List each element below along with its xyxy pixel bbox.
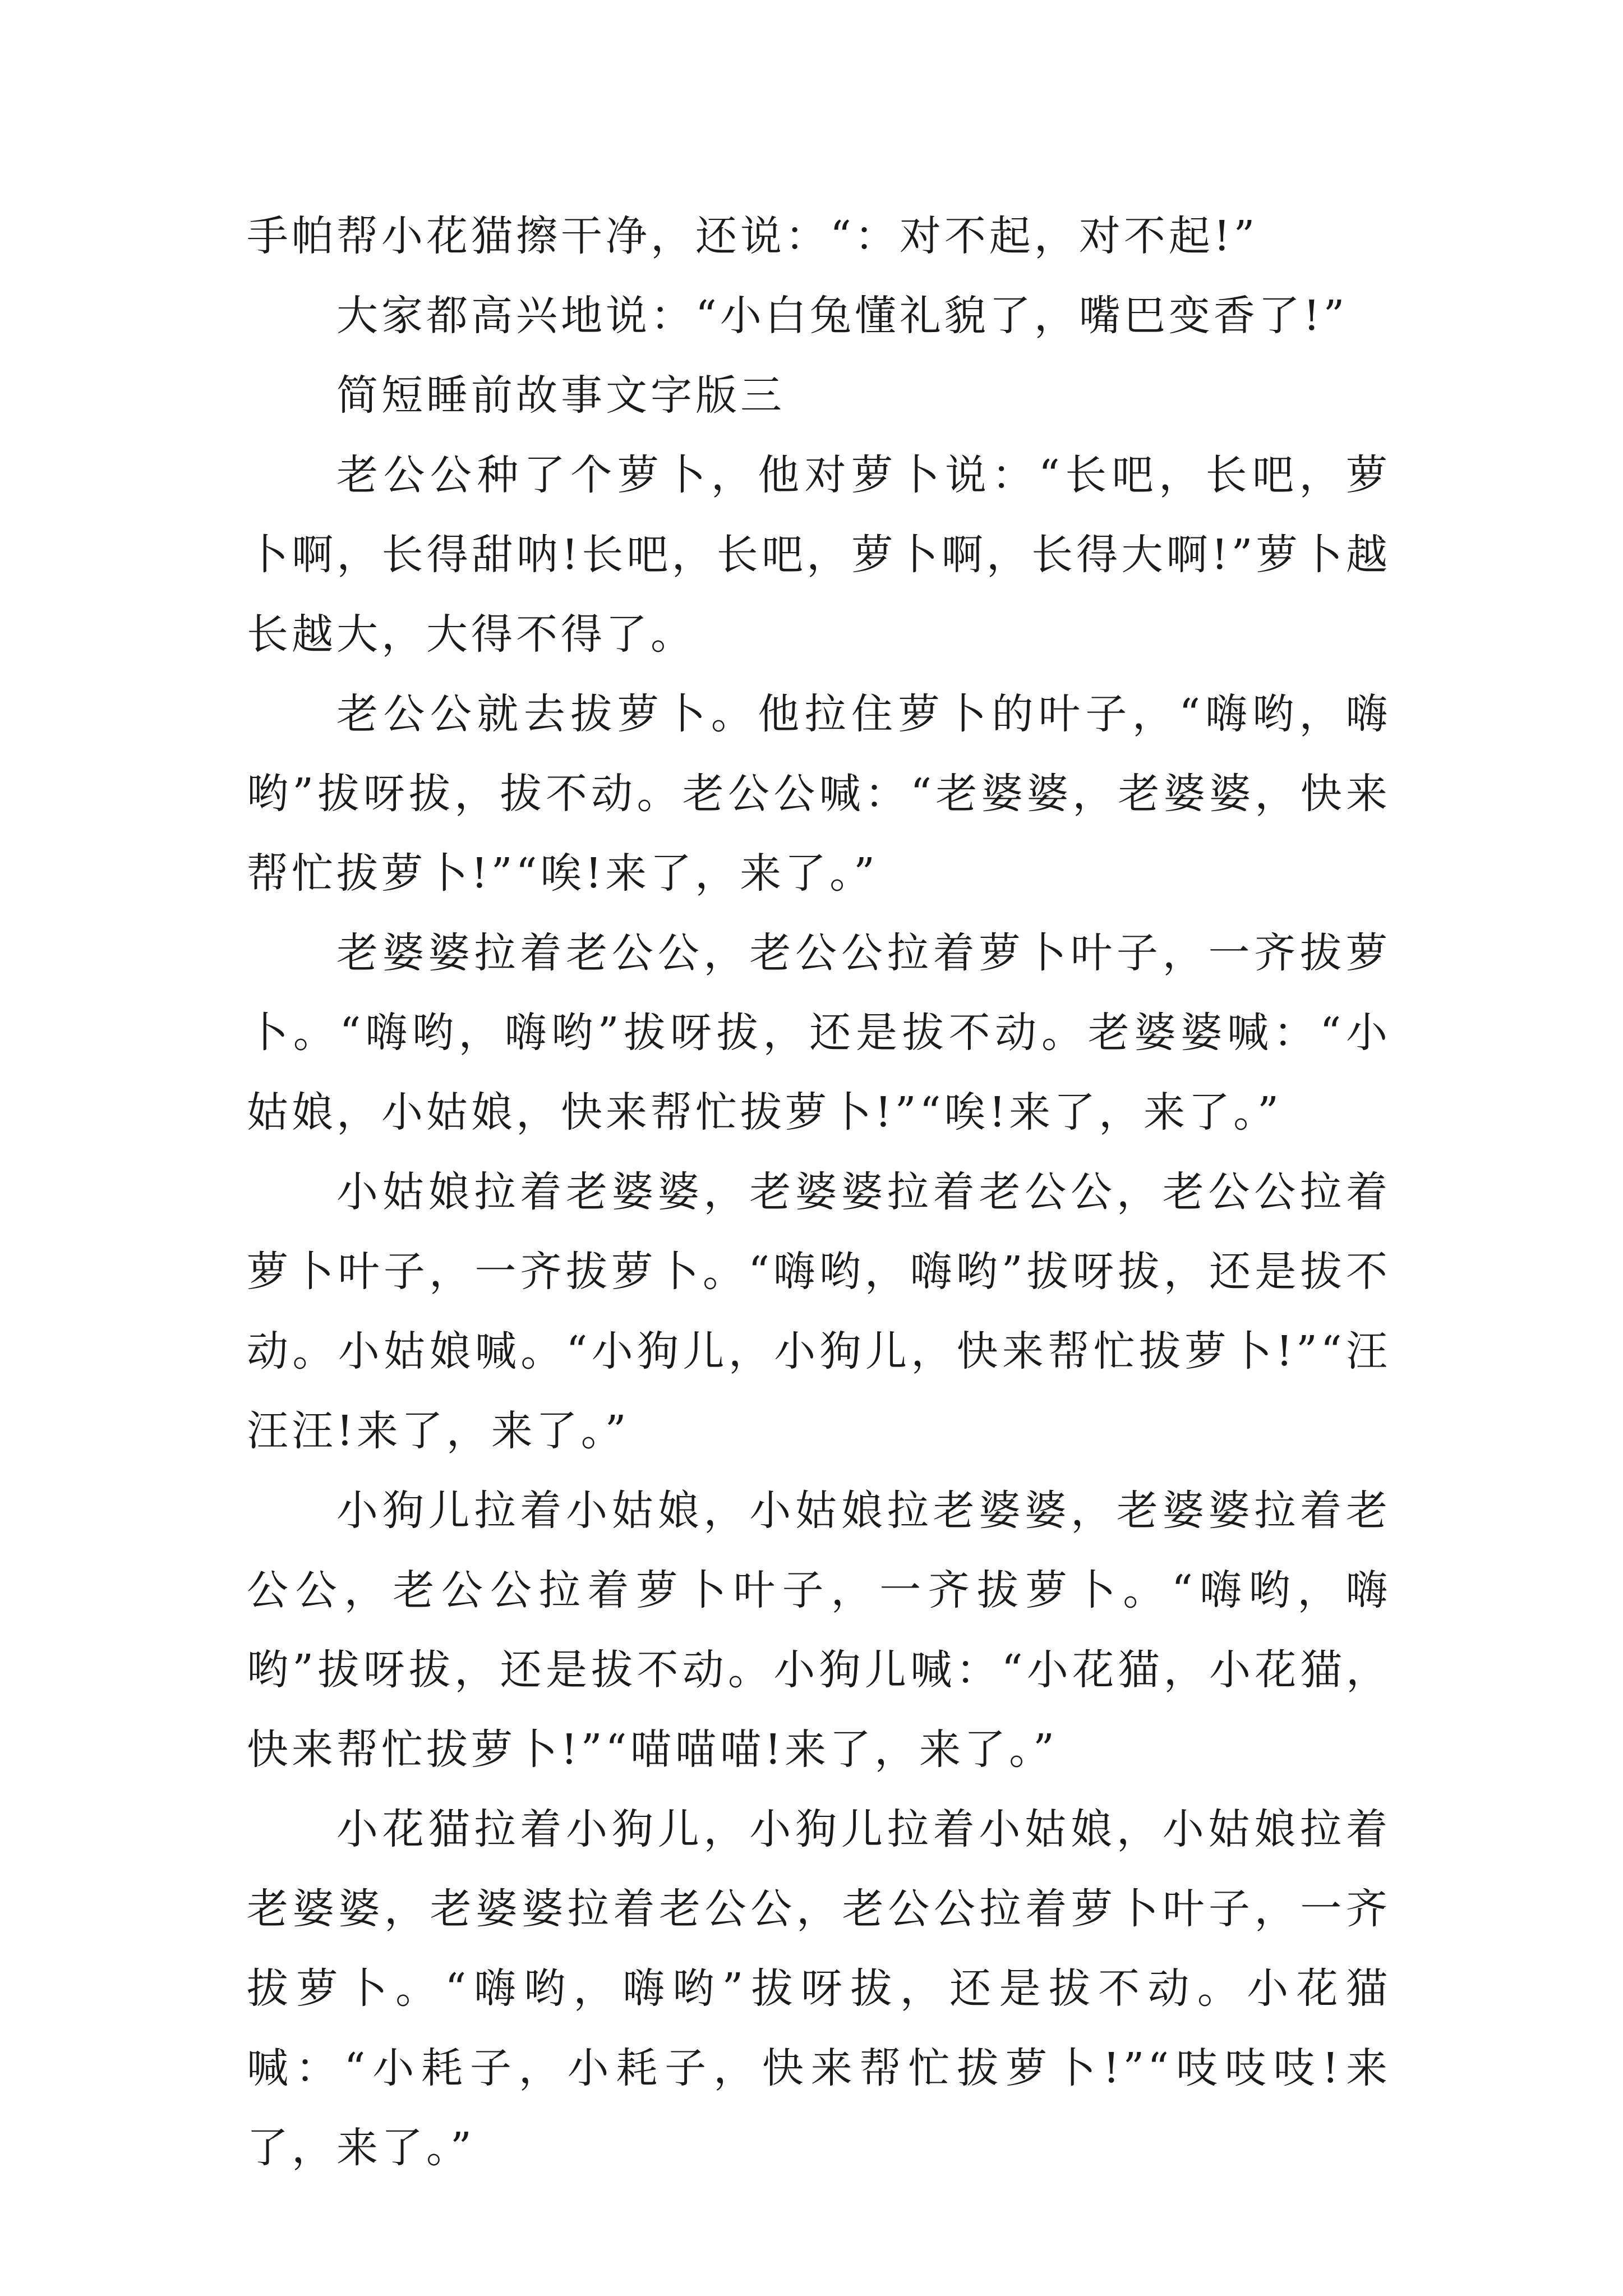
document-body <box>247 196 1391 2188</box>
section-heading: 简短睡前故事文字版三 <box>336 371 785 420</box>
paragraph: 小花猫拉着小狗儿，小狗儿拉着小姑娘，小姑娘拉着老婆婆，老婆婆拉着老公公，老公公拉着萝卜叶子，一齐拔萝卜。“嗨哟，嗨哟”拔呀拔，还是拔不动。小花猫喊：“小耗子，小耗子，快来帮忙拔萝卜!”“吱吱吱!来了，来了。” <box>247 1805 1391 2172</box>
paragraph: 手帕帮小花猫擦干净，还说：“：对不起，对不起!” <box>247 212 1258 260</box>
paragraph: 小狗儿拉着小姑娘，小姑娘拉老婆婆，老婆婆拉着老公公，老公公拉着萝卜叶子，一齐拔萝卜。“嗨哟，嗨哟”拔呀拔，还是拔不动。小狗儿喊：“小花猫，小花猫，快来帮忙拔萝卜!”“喵喵喵!来了，来了。” <box>247 1487 1391 1774</box>
paragraph: 老公公就去拔萝卜。他拉住萝卜的叶子，“嗨哟，嗨哟”拔呀拔，拔不动。老公公喊：“老婆婆，老婆婆，快来帮忙拔萝卜!”“唉!来了，来了。” <box>247 690 1391 898</box>
paragraph: 老婆婆拉着老公公，老公公拉着萝卜叶子，一齐拔萝卜。“嗨哟，嗨哟”拔呀拔，还是拔不动。老婆婆喊：“小姑娘，小姑娘，快来帮忙拔萝卜!”“唉!来了，来了。” <box>247 929 1391 1137</box>
paragraph: 老公公种了个萝卜，他对萝卜说：“长吧，长吧，萝卜啊，长得甜呐!长吧，长吧，萝卜啊，长得大啊!”萝卜越长越大，大得不得了。 <box>247 451 1391 659</box>
paragraph: 小姑娘拉着老婆婆，老婆婆拉着老公公，老公公拉着萝卜叶子，一齐拔萝卜。“嗨哟，嗨哟”拔呀拔，还是拔不动。小姑娘喊。“小狗儿，小狗儿，快来帮忙拔萝卜!”“汪汪汪!来了，来了。” <box>247 1168 1391 1455</box>
paragraph: 大家都高兴地说：“小白兔懂礼貌了，嘴巴变香了!” <box>336 292 1348 340</box>
